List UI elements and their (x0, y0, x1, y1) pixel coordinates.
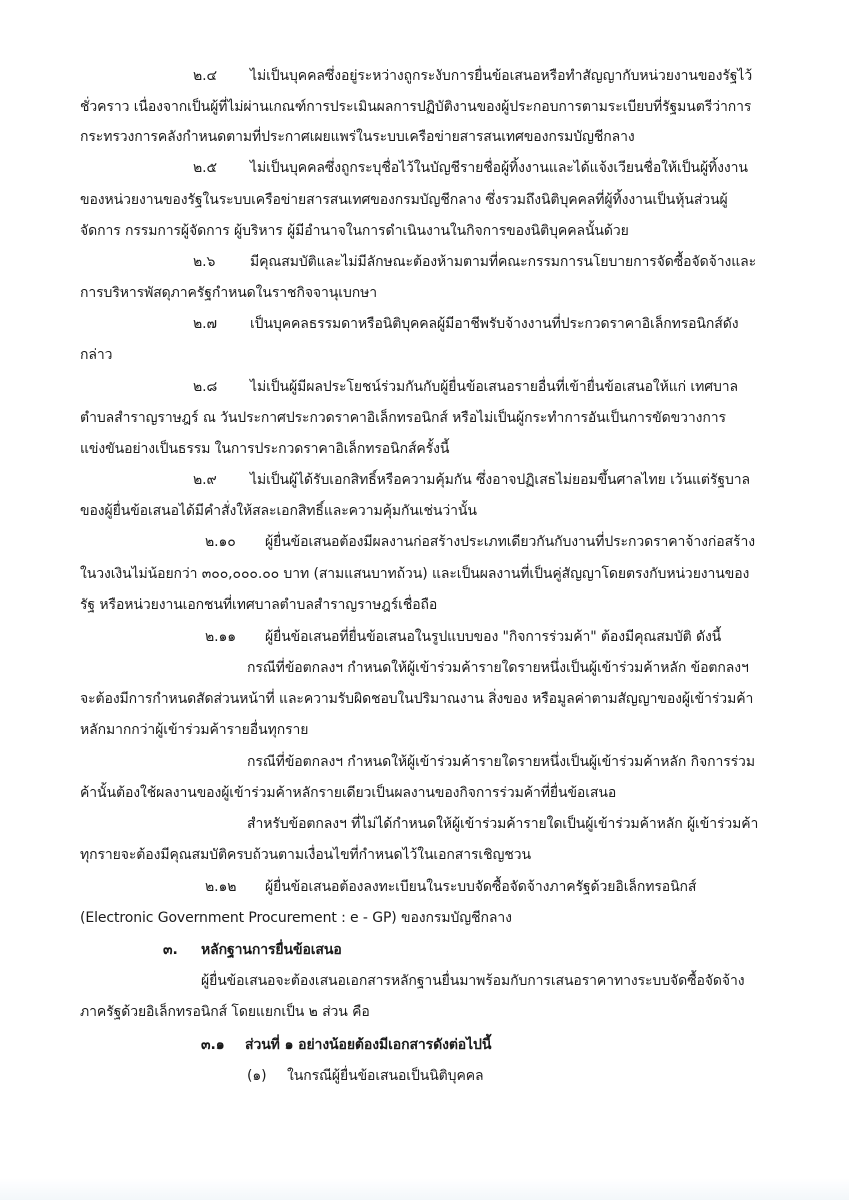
clause-text: ไม่เป็นผู้ได้รับเอกสิทธิ์หรือความคุ้มกัน ซึ่งอาจปฏิเสธไม่ยอมขึ้นศาลไทย เว้นแต่รัฐบาล (250, 472, 750, 488)
clause-2-8-line-2: ตำบลสำราญราษฎร์ ณ วันประกาศประกวดราคาอิเล็กทรอนิกส์ หรือไม่เป็นผู้กระทำการอันเป็นการขัดขวางการ (80, 410, 726, 426)
clause-number: ๒.๕ (193, 160, 217, 176)
clause-2-10-line-3: รัฐ หรือหน่วยงานเอกชนที่เทศบาลตำบลสำราญราษฎร์เชื่อถือ (80, 597, 438, 613)
clause-2-9-line-2: ของผู้ยื่นข้อเสนอได้มีคำสั่งให้สละเอกสิทธิ์และความคุ้มกันเช่นว่านั้น (80, 503, 477, 519)
clause-text: ไม่เป็นผู้มีผลประโยชน์ร่วมกันกับผู้ยื่นข้อเสนอรายอื่นที่เข้ายื่นข้อเสนอให้แก่ เทศบาล (250, 379, 739, 395)
clause-number: ๒.๑๑ (205, 629, 237, 645)
clause-2-10-line-1 (205, 532, 755, 552)
clause-2-5-line-1 (193, 158, 748, 178)
clause-2-12-line-2: (Electronic Government Procurement : e - GP) ของกรมบัญชีกลาง (80, 910, 512, 926)
subsection-title: ส่วนที่ ๑ อย่างน้อยต้องมีเอกสารดังต่อไปนี้ (245, 1037, 492, 1053)
subsection-3-1-heading (201, 1035, 491, 1055)
clause-2-4-line-3: กระทรวงการคลังกำหนดตามที่ประกาศเผยแพร่ในระบบเครือข่ายสารสนเทศของกรมบัญชีกลาง (80, 129, 635, 145)
joint-venture-case-b-line-1: กรณีที่ข้อตกลงฯ กำหนดให้ผู้เข้าร่วมค้ารายใดรายหนึ่งเป็นผู้เข้าร่วมค้าหลัก กิจการร่วม (247, 754, 755, 770)
clause-2-12-line-1 (205, 877, 696, 897)
clause-text: ผู้ยื่นข้อเสนอต้องลงทะเบียนในระบบจัดซื้อจัดจ้างภาครัฐด้วยอิเล็กทรอนิกส์ (265, 879, 697, 895)
clause-text: ไม่เป็นบุคคลซึ่งถูกระบุชื่อไว้ในบัญชีรายชื่อผู้ทิ้งงานและได้แจ้งเวียนชื่อให้เป็นผู้ทิ้งงาน (250, 160, 748, 176)
clause-text: ไม่เป็นบุคคลซึ่งอยู่ระหว่างถูกระงับการยื่นข้อเสนอหรือทำสัญญากับหน่วยงานของรัฐไว้ (250, 68, 753, 84)
subsection-number: ๓.๑ (201, 1037, 225, 1053)
clause-number: ๒.๗ (193, 316, 217, 332)
clause-text: ผู้ยื่นข้อเสนอที่ยื่นข้อเสนอในรูปแบบของ "กิจการร่วมค้า" ต้องมีคุณสมบัติ ดังนี้ (265, 629, 722, 645)
clause-2-6-line-1 (193, 252, 756, 272)
clause-2-10-line-2: ในวงเงินไม่น้อยกว่า ๓๐๐,๐๐๐.๐๐ บาท (สามแสนบาทถ้วน) และเป็นผลงานที่เป็นคู่สัญญาโดยตรงกับหน่วยงานของ (80, 566, 750, 582)
list-item-number: (๑) (247, 1068, 267, 1084)
clause-number: ๒.๔ (193, 68, 217, 84)
clause-number: ๒.๙ (193, 472, 217, 488)
clause-2-7-line-1 (193, 314, 738, 334)
clause-2-8-line-1 (193, 377, 738, 397)
joint-venture-case-c-line-2: ทุกรายจะต้องมีคุณสมบัติครบถ้วนตามเงื่อนไขที่กำหนดไว้ในเอกสารเชิญชวน (80, 847, 531, 863)
clause-2-5-line-2: ของหน่วยงานของรัฐในระบบเครือข่ายสารสนเทศของกรมบัญชีกลาง ซึ่งรวมถึงนิติบุคคลที่ผู้ทิ้งงานเป็นหุ้นส่วนผู้ (80, 192, 728, 208)
section-3-heading (163, 940, 342, 960)
clause-number: ๒.๖ (193, 254, 216, 270)
joint-venture-case-a-line-2: จะต้องมีการกำหนดสัดส่วนหน้าที่ และความรับผิดชอบในปริมาณงาน สิ่งของ หรือมูลค่าตามสัญญาของผู้เข้าร่วมค้า (80, 691, 754, 707)
joint-venture-case-a-line-1: กรณีที่ข้อตกลงฯ กำหนดให้ผู้เข้าร่วมค้ารายใดรายหนึ่งเป็นผู้เข้าร่วมค้าหลัก ข้อตกลงฯ (247, 660, 749, 676)
clause-number: ๒.๑๐ (205, 534, 236, 550)
section-3-paragraph-line-1: ผู้ยื่นข้อเสนอจะต้องเสนอเอกสารหลักฐานยื่นมาพร้อมกับการเสนอราคาทางระบบจัดซื้อจัดจ้าง (201, 973, 745, 989)
section-number: ๓. (163, 942, 178, 958)
section-3-paragraph-line-2: ภาครัฐด้วยอิเล็กทรอนิกส์ โดยแยกเป็น ๒ ส่วน คือ (80, 1004, 370, 1020)
clause-2-7-line-2: กล่าว (80, 347, 113, 363)
list-item-1 (247, 1066, 483, 1086)
clause-2-4-line-2: ชั่วคราว เนื่องจากเป็นผู้ที่ไม่ผ่านเกณฑ์การประเมินผลการปฏิบัติงานของผู้ประกอบการตามระเบียบที่รัฐมนตรีว่าการ (80, 99, 752, 115)
clause-text: ผู้ยื่นข้อเสนอต้องมีผลงานก่อสร้างประเภทเดียวกันกับงานที่ประกวดราคาจ้างก่อสร้าง (265, 534, 755, 550)
clause-2-4-line-1 (193, 66, 752, 86)
clause-2-11-line-1 (205, 627, 721, 647)
joint-venture-case-a-line-3: หลักมากกว่าผู้เข้าร่วมค้ารายอื่นทุกราย (80, 722, 309, 738)
clause-2-8-line-3: แข่งขันอย่างเป็นธรรม ในการประกวดราคาอิเล็กทรอนิกส์ครั้งนี้ (80, 441, 450, 457)
clause-text: มีคุณสมบัติและไม่มีลักษณะต้องห้ามตามที่คณะกรรมการนโยบายการจัดซื้อจัดจ้างและ (250, 254, 757, 270)
clause-number: ๒.๑๒ (205, 879, 237, 895)
section-title: หลักฐานการยื่นข้อเสนอ (201, 942, 342, 958)
clause-2-5-line-3: จัดการ กรรมการผู้จัดการ ผู้บริหาร ผู้มีอำนาจในการดำเนินงานในกิจการของนิติบุคคลนั้นด้วย (80, 223, 629, 239)
scan-edge (0, 1178, 849, 1200)
clause-2-6-line-2: การบริหารพัสดุภาครัฐกำหนดในราชกิจจานุเบกษา (80, 285, 378, 301)
clause-2-9-line-1 (193, 470, 750, 490)
list-item-text: ในกรณีผู้ยื่นข้อเสนอเป็นนิติบุคคล (287, 1068, 484, 1084)
joint-venture-case-c-line-1: สำหรับข้อตกลงฯ ที่ไม่ได้กำหนดให้ผู้เข้าร่วมค้ารายใดเป็นผู้เข้าร่วมค้าหลัก ผู้เข้าร่วมค้า (247, 816, 759, 832)
clause-number: ๒.๘ (193, 379, 218, 395)
clause-text: เป็นบุคคลธรรมดาหรือนิติบุคคลผู้มีอาชีพรับจ้างงานที่ประกวดราคาอิเล็กทรอนิกส์ดัง (250, 316, 739, 332)
joint-venture-case-b-line-2: ค้านั้นต้องใช้ผลงานของผู้เข้าร่วมค้าหลักรายเดียวเป็นผลงานของกิจการร่วมค้าที่ยื่นข้อเสนอ (80, 785, 617, 801)
